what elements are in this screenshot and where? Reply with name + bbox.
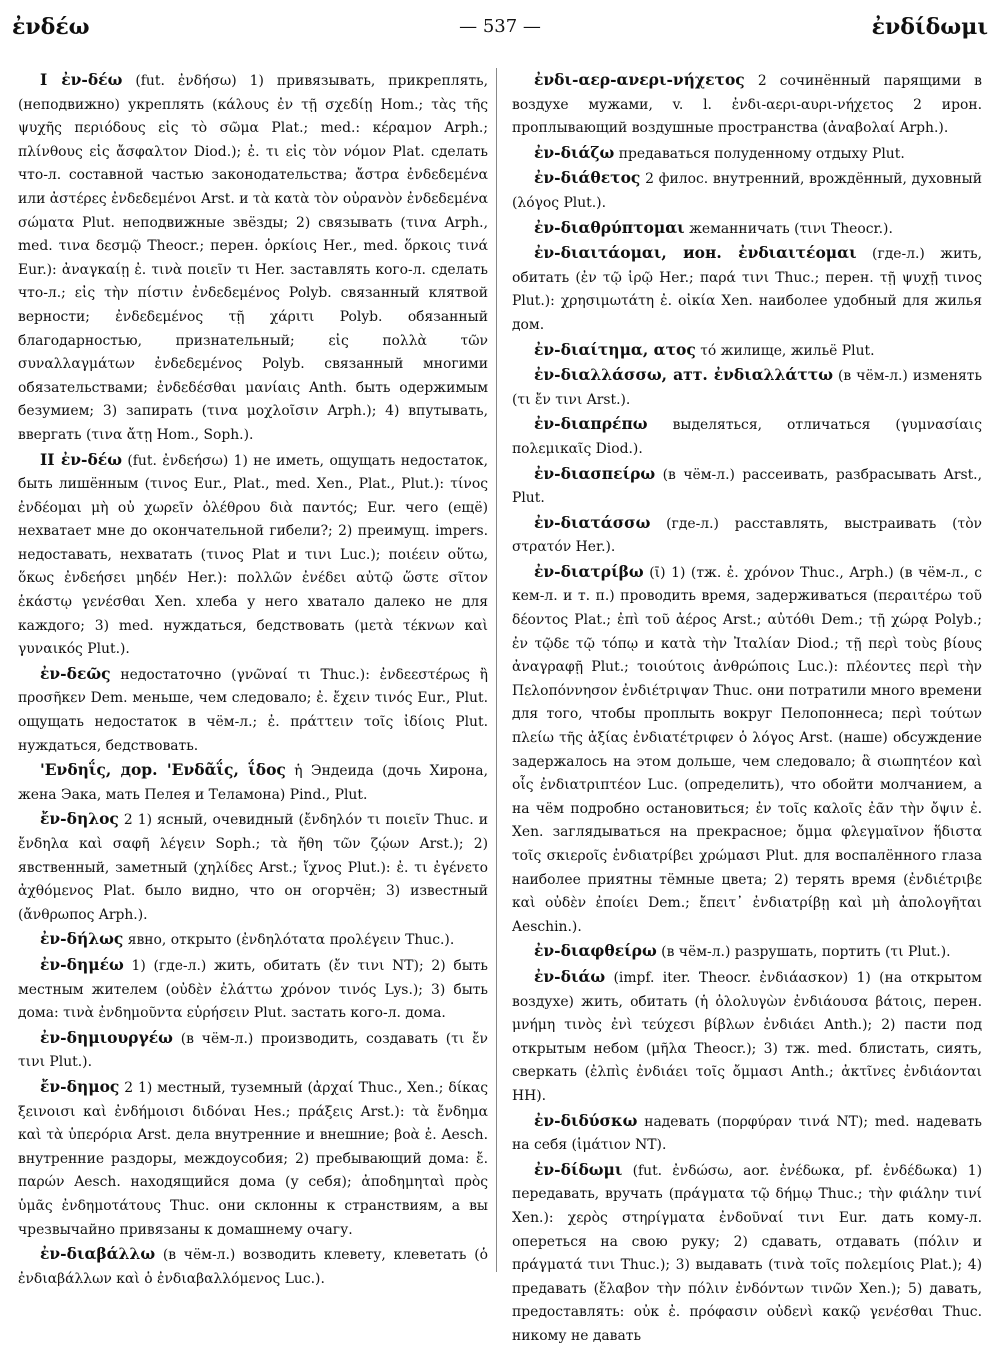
entry-text: τό жилище, жильё Plut. <box>700 342 875 359</box>
dictionary-entry <box>18 758 488 807</box>
entry-headword: ἐν-διαίτημα, ατος <box>534 339 696 359</box>
right-column <box>512 68 983 1344</box>
dictionary-entry <box>512 939 982 965</box>
entry-headword: ἐν-διατάσσω <box>534 512 651 532</box>
entry-text: (где-л.) жить, обитать (ἐν τῷ ἱρῷ Her.; παρά τινι Thuc.; перен. τῇ ψυχῇ τινος Plut.): χρησιμωτάτη ἐ. οἰκία Xen. наиболее удобный для жилья дом. <box>512 246 982 333</box>
entry-text: недостаточно (γνῶναί τι Thuc.): ἐνδεεστέρως ἢ προσῆκεν Dem. меньше, чем следовало; ἐ. ἔχειν τινός Eur., Plut. ощущать недостаток в чём-л.; ἐ. πράττειν τοῖς ἰδίοις Plut. нуждаться, бедствовать. <box>18 666 488 754</box>
entry-text: (impf. iter. Theocr. ἐνδιάασκον) 1) (на открытом воздухе) жить, обитать (ἡ ὀλολυγὼν ἐνδιάουσα βάτοις, перен. μνήμη τινὸς ἐνὶ τεύχεσι βίβλων ἐνδιάει Anth.); 2) пасти под открытым небом (μῆλα Theocr.); 3) тж. med. блистать, сиять, сверкать (ἐλπὶς ἐνδιάει τοῖς ὄμμασι Anth.; ἀκτῖνες ἐνδιάονται HH). <box>512 969 982 1104</box>
dictionary-entry <box>512 363 982 412</box>
entry-text: (в чём-л.) рассеивать, разбрасывать Arst., Plut. <box>512 466 982 507</box>
entry-text: (где-л.) расставлять, выстраивать (τὸν στρατόν Her.). <box>512 515 983 556</box>
entry-text: ἡ Эндеида (дочь Хирона, жена Эака, мать Пелея и Теламона) Pind., Plut. <box>18 763 488 803</box>
entry-headword: ἐν-διατρίβω <box>534 561 644 581</box>
entry-headword: ἐν-δήλως <box>40 929 124 949</box>
entry-headword: ἐν-δίδωμι <box>534 1159 623 1179</box>
entry-text: надевать (πορφύραν τινά NT); med. надевать на себя (ἱμάτιον NT). <box>512 1113 982 1154</box>
left-running-headword: ἐνδέω <box>12 14 90 40</box>
entry-headword: ἐν-δεῶς <box>40 663 111 683</box>
entry-headword: ἐν-διαθρύπτομαι <box>534 217 685 237</box>
entry-headword: ἔν-δημος <box>40 1076 120 1096</box>
entry-headword: 'Ενδηΐς, дор. 'Ενδᾶΐς, ΐδος <box>40 760 286 780</box>
entry-text: (fut. ἐνδήσω) 1) привязывать, прикреплять, (неподвижно) укреплять (κάλους ἐν τῇ σχεδίῃ Hom.; τὰς τῆς ψυχῆς περιόδους εἰς τὸ σῶμα Plat.; med.: κέραμον Arph.; πλίνθους εἰς ἄσφαλτον Diod.); ἐ. τι εἰς τὸν νόμον Plat. сделать что-л. составной частью законодательства; ἄστρα ἐνδεδεμένα или ἀστέρες ἐνδεδεμένοι Arst. и τὰ κατὰ τὸν οὐρανὸν ἐνδεδεμένα σώματα Plut. неподвижные звёзды; 2) связывать (τινα Arph., med. τινα δεσμῷ Theocr.; перен. ὁρκίοις Her., med. ὅρκοις τινά Eur.): ἀναγκαίῃ ἐ. τινὰ ποιεῖν τι Her. заставлять кого-л. сделать что-л.; εἰς τὴν πίστιν ἐνδεδεμένος Polyb. связанный клятвой верности; ἐνδεδεμένος τῇ χάριτι Polyb. обязанный благодарностью, признательный; εἰς πολλὰ τῶν συναλλαγμάτων ἐνδεδεμένος Polyb. связанный многими обязательствами; ἐνδεδέσθαι μανίαις Anth. быть одержимым безумием; 3) запирать (τινα μοχλοῖσιν Arph.); 4) впутывать, ввергать (τινα ἄτῃ Hom., Soph.). <box>18 73 488 443</box>
dictionary-entry <box>18 662 488 758</box>
entry-text: (ῑ) 1) (тж. ἐ. χρόνον Thuc., Arph.) (в чём-л., с кем-л. и т. п.) проводить время, задерживаться (περαιτέρω τοῦ δέοντος Plat.; ἐπὶ τοῦ ἀέρος Arst.; αὐτόθι Dem.; τῇ χώρᾳ Polyb.; ἐν τῷδε τῷ τόπῳ и κατὰ τὴν Ἰταλίαν Diod.; τῇ περὶ τοὺς βίους ἀναγραφῇ Plut.; τοιούτοις ἀνθρώποις Luc.): πλέοντες περὶ τὴν Πελοπόννησον ἐνδιέτριψαν Thuc. они потратили много времени для того, чтобы проплыть вокруг Пелопоннеса; περὶ τούτων πλείω τῆς ἀξίας ἐνδιατέτριφεν ὁ λόγος Arst. (наше) обсуждение задержалось на этом дольше, чем следовало; ἃ σιωπητέον καὶ οἷς ἐνδιατριπτέον Luc. (определить), что обойти молчанием, а на чём подробно остановиться; ἐν τοῖς καλοῖς ἐᾶν τὴν ὄψιν ἐ. Xen. заглядываться на прекрасное; ὄμμα φλεγμαῖνον ἥδιστα τοῖς σκιεροῖς ἐνδιατρίβει χρώμασι Plut. для воспалённого глаза наиболее приятны тёмные цвета; 2) терять время (ἐνδιέτριβε καὶ οὐδὲν ἐποίει Dem.; ἔπειτ᾽ ἐνδιατρίβῃ καὶ μὴ ἀπολογῆται Aeschin.). <box>512 564 982 935</box>
entry-headword: ἐν-διαπρέπω <box>534 414 648 434</box>
dictionary-entry <box>512 1109 982 1158</box>
entry-text: 2 1) местный, туземный (ἀρχαί Thuc., Xen.; δίκας ξεινοισι καὶ ἐνδήμοισι διδόναι Hes.; πράξεις Arst.): τὰ ἔνδημα καὶ τὰ ὑπερόρια Arst. дела внутренние и внешние; βοὰ ἐ. Aesch. внутренние раздоры, междоусобия; 2) пребывающий дома: ἔ. παρών Aesch. находящийся дома (у себя); ἀποδημηταὶ πρὸς ὑμᾶς ἐνδημοτάτους Thuc. они склонны к странствиям, а вы чрезвычайно привязаны к домашнему очагу. <box>18 1079 488 1238</box>
entry-text: 1) (где-л.) жить, обитать (ἔν τινι NT); 2) быть местным жителем (οὐδὲν ἐλάττω χρόνον τινός Lys.); 3) быть дома: τινὰ ἐνδημοῦντα εὑρήσειν Plut. застать кого-л. дома. <box>18 957 488 1022</box>
dictionary-entry <box>512 511 982 560</box>
entry-text: (в чём-л.) изменять (τι ἔν τινι Arst.). <box>512 368 983 408</box>
entry-text: явно, открыто (ἐνδηλότατα προλέγειν Thuc.). <box>127 932 455 949</box>
dictionary-entry <box>512 462 982 511</box>
entry-text: предаваться полуденному отдыху Plut. <box>618 145 905 162</box>
dictionary-entry <box>512 216 982 242</box>
entry-text: (в чём-л.) производить, создавать (τι ἔν τινι Plut.). <box>18 1030 488 1071</box>
entry-headword: ἐν-διάζω <box>534 142 615 162</box>
entry-headword: II ἐν-δέω <box>40 449 122 469</box>
entry-headword: ἐν-διαβάλλω <box>40 1244 156 1264</box>
dictionary-entry <box>18 448 488 662</box>
dictionary-entry <box>18 927 488 953</box>
dictionary-entry <box>18 68 488 448</box>
entry-text: (в чём-л.) разрушать, портить (τι Plut.). <box>661 944 951 961</box>
dictionary-entry <box>18 1075 488 1242</box>
dictionary-entry <box>512 560 982 940</box>
page-header <box>8 12 992 52</box>
entry-headword: ἐν-διδύσκω <box>534 1110 638 1130</box>
entry-text: (fut. ἐνδεήσω) 1) не иметь, ощущать недостаток, быть лишённым (τινος Eur., Plat., med. Xen., Plat., Plut.): τίνος ἐνδέομαι μὴ οὐ χωρεῖν ὀλέθρου διὰ παντός; Eur. чего (ещё) нехватает мне до окончательной гибели?; 2) преимущ. impers. недоставать, нехватать (τινος Plat и τινι Luc.); ποιέειν οὕτω, ὅκως ἐνδεήσει μηδέν Her.): πολλῶν ἐνέδει αὐτῷ ὥστε σῖτον ἑκάστῳ γενέσθαι Xen. хлеба у него хватало далеко не для каждого; 3) med. нуждаться, бедствовать (μετὰ τέκνων καὶ γυναικός Plut.). <box>18 452 488 658</box>
entry-headword: ἐν-διασπείρω <box>534 463 656 483</box>
entry-headword: ἐν-διαιτάομαι, ион. ἐνδιαιτέομαι <box>534 243 857 263</box>
dictionary-entry <box>18 953 488 1026</box>
entry-headword: ἐν-διαλλάσσω, атт. ἐνδιαλλάττω <box>534 365 833 385</box>
dictionary-entry <box>512 141 982 167</box>
entry-text: жеманничать (τινι Theocr.). <box>689 220 893 237</box>
left-column <box>18 68 488 1287</box>
entry-text: 2 1) ясный, очевидный (ἔνδηλόν τι ποιεῖν Thuc. и ἔνδηλα καὶ σαφῆ λέγειν Soph.; τὰ ἤθη τῶν ζῴων Arst.); 2) явственный, заметный (χηλίδες Arst.; ἴχνος Plut.): ἐ. τι ἐγένετο ἀχθόμενος Plat. было видно, что он огорчён; 3) известный (ἄνθρωπος Arph.). <box>18 812 488 923</box>
entry-text: (в чём-л.) возводить клевету, клеветать (ὁ ἐνδιαβάλλων καὶ ὁ ἐνδιαβαλλόμενος Luc.). <box>18 1247 488 1287</box>
entry-text: 2 филос. внутренний, врождённый, духовный (λόγος Plut.). <box>512 171 982 211</box>
entry-text: 2 сочинённый парящими в воздухе мужами, v. l. ἐνδι-αερι-αυρι-νήχετος 2 ирон. проплывающий воздушные пространства (ἀναβολαί Arph.). <box>512 73 982 137</box>
entry-headword: I ἐν-δέω <box>40 70 123 89</box>
entry-headword: ἐν-διάθετος <box>534 168 641 188</box>
dictionary-entry <box>512 1158 982 1348</box>
entry-text: выделяться, отличаться (γυμνασίαις πολεμικαῖς Diod.). <box>512 417 982 457</box>
right-running-headword: ἐνδίδωμι <box>871 14 988 40</box>
dictionary-entry <box>512 965 982 1109</box>
entry-headword: ἐν-διάω <box>534 966 606 986</box>
entry-headword: ἐν-δημιουργέω <box>40 1027 173 1047</box>
page-number: — 537 — <box>459 16 541 37</box>
dictionary-entry <box>18 807 488 927</box>
entry-headword: ἐν-διαφθείρω <box>534 941 657 961</box>
dictionary-entry <box>512 241 982 337</box>
dictionary-entry <box>512 338 982 364</box>
dictionary-entry <box>512 166 982 215</box>
dictionary-entry <box>18 1026 488 1075</box>
dictionary-entry <box>512 68 982 141</box>
entry-headword: ἐνδι-αερ-ανερι-νήχετος <box>534 70 745 89</box>
dictionary-entry <box>18 1242 488 1291</box>
entry-headword: ἔν-δηλος <box>40 809 119 829</box>
column-divider <box>496 68 497 1272</box>
entry-headword: ἐν-δημέω <box>40 954 124 974</box>
dictionary-entry <box>512 412 982 461</box>
entry-text: (fut. ἐνδώσω, aor. ἐνέδωκα, pf. ἐνδέδωκα) 1) передавать, вручать (πράγματα τῷ δήμῳ Thuc.; τὴν φιάλην τινί Xen.): χερὸς στηρίγματα ἐνδοῦναί τινι Eur. дать кому-л. опереться на свою руку; 2) сдавать, отдавать (πόλιν и πράγματά τινι Thuc.); 3) выдавать (τινὰ τοῖς πολεμίοις Plat.); 4) предавать (ἔλαβον τὴν πόλιν ἐνδόντων τινῶν Xen.); 5) давать, предоставлять: οὐκ ἐ. πρόφασιν οὐδενὶ κακῷ γενέσθαι Thuc. никому не давать <box>512 1162 982 1344</box>
